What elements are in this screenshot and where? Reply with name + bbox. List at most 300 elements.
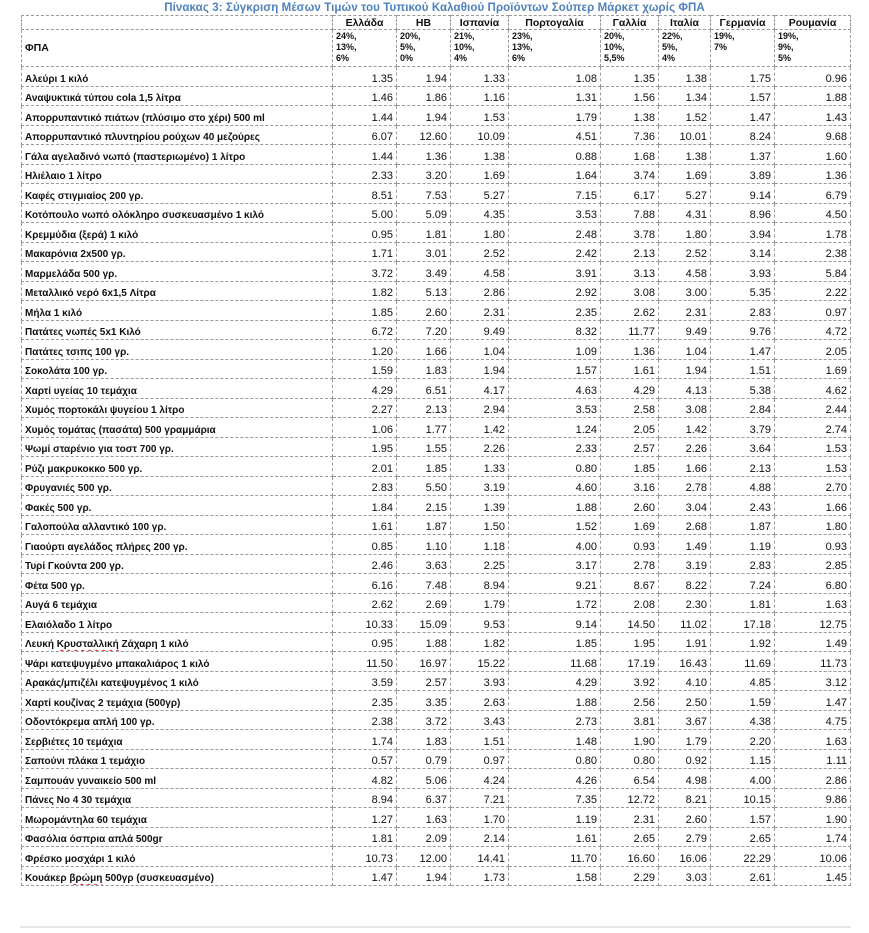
price-cell: 8.96	[711, 203, 775, 223]
product-name-cell: Οδοντόκρεμα απλή 100 γρ.	[22, 710, 333, 730]
table-row	[22, 652, 851, 672]
price-cell: 3.81	[601, 710, 659, 730]
table-row	[22, 145, 851, 165]
price-cell: 9.68	[775, 125, 851, 145]
price-cell: 4.00	[509, 535, 601, 555]
price-cell: 16.97	[397, 652, 451, 672]
price-cell: 2.84	[711, 398, 775, 418]
price-cell: 15.22	[451, 652, 509, 672]
price-cell: 16.60	[601, 847, 659, 867]
table-row	[22, 847, 851, 867]
table-row	[22, 223, 851, 243]
price-cell: 1.36	[775, 164, 851, 184]
price-cell: 3.72	[333, 262, 397, 282]
price-cell: 2.61	[711, 866, 775, 886]
price-cell: 1.88	[397, 632, 451, 652]
price-cell: 5.35	[711, 281, 775, 301]
table-row	[22, 808, 851, 828]
price-cell: 9.14	[509, 613, 601, 633]
product-name-cell: Σοκολάτα 100 γρ.	[22, 359, 333, 379]
price-cell: 14.41	[451, 847, 509, 867]
price-cell: 2.73	[509, 710, 601, 730]
price-cell: 4.24	[451, 769, 509, 789]
vat-rates-cell: 19%, 7%	[711, 30, 775, 67]
price-cell: 4.31	[659, 203, 711, 223]
price-cell: 0.57	[333, 749, 397, 769]
price-cell: 5.38	[711, 379, 775, 399]
price-cell: 2.48	[509, 223, 601, 243]
price-cell: 1.09	[509, 340, 601, 360]
header-corner-cell	[22, 16, 333, 30]
price-cell: 1.04	[659, 340, 711, 360]
price-cell: 7.48	[397, 574, 451, 594]
price-cell: 4.60	[509, 476, 601, 496]
price-cell: 1.61	[509, 827, 601, 847]
price-cell: 3.01	[397, 242, 451, 262]
price-cell: 1.43	[775, 106, 851, 126]
price-cell: 3.19	[659, 554, 711, 574]
price-cell: 2.78	[659, 476, 711, 496]
price-cell: 6.54	[601, 769, 659, 789]
price-cell: 2.42	[509, 242, 601, 262]
price-cell: 3.04	[659, 496, 711, 516]
table-row	[22, 418, 851, 438]
price-cell: 5.27	[659, 184, 711, 204]
price-cell: 1.66	[397, 340, 451, 360]
price-cell: 5.13	[397, 281, 451, 301]
price-cell: 0.88	[509, 145, 601, 165]
price-cell: 2.33	[333, 164, 397, 184]
vat-rates-cell: 20%, 5%, 0%	[397, 30, 451, 67]
price-cell: 2.38	[775, 242, 851, 262]
price-cell: 3.63	[397, 554, 451, 574]
vat-rates-cell: 22%, 5%, 4%	[659, 30, 711, 67]
price-cell: 11.50	[333, 652, 397, 672]
price-cell: 1.45	[775, 866, 851, 886]
price-cell: 10.73	[333, 847, 397, 867]
price-cell: 1.47	[775, 691, 851, 711]
price-cell: 3.16	[601, 476, 659, 496]
price-cell: 10.06	[775, 847, 851, 867]
price-cell: 1.79	[659, 730, 711, 750]
table-row	[22, 86, 851, 106]
price-cell: 4.72	[775, 320, 851, 340]
price-cell: 2.29	[601, 866, 659, 886]
table-row	[22, 691, 851, 711]
product-name-cell: Φασόλια όσπρια απλά 500gr	[22, 827, 333, 847]
price-cell: 1.33	[451, 67, 509, 87]
table-row	[22, 710, 851, 730]
price-cell: 1.59	[333, 359, 397, 379]
price-cell: 2.86	[775, 769, 851, 789]
price-cell: 3.53	[509, 203, 601, 223]
price-cell: 2.83	[711, 301, 775, 321]
table-row	[22, 476, 851, 496]
price-cell: 9.49	[659, 320, 711, 340]
vat-rates-cell: 21%, 10%, 4%	[451, 30, 509, 67]
price-cell: 2.65	[601, 827, 659, 847]
product-name-cell: Ψωμί σταρένιο για τοστ 700 γρ.	[22, 437, 333, 457]
product-name-cell: Αρακάς/μπιζέλι κατεψυγμένος 1 κιλό	[22, 671, 333, 691]
price-cell: 4.35	[451, 203, 509, 223]
price-cell: 7.15	[509, 184, 601, 204]
price-cell: 2.58	[601, 398, 659, 418]
price-cell: 1.95	[333, 437, 397, 457]
price-cell: 10.09	[451, 125, 509, 145]
price-cell: 1.66	[659, 457, 711, 477]
price-cell: 0.95	[333, 223, 397, 243]
price-cell: 1.87	[397, 515, 451, 535]
price-cell: 6.72	[333, 320, 397, 340]
price-cell: 8.21	[659, 788, 711, 808]
price-cell: 4.58	[659, 262, 711, 282]
price-cell: 1.81	[397, 223, 451, 243]
price-cell: 9.76	[711, 320, 775, 340]
table-row	[22, 67, 851, 87]
table-row	[22, 632, 851, 652]
table-row	[22, 574, 851, 594]
vat-rates-cell: 24%, 13%, 6%	[333, 30, 397, 67]
product-name-cell: Γαλοπούλα αλλαντικό 100 γρ.	[22, 515, 333, 535]
table-row	[22, 164, 851, 184]
table-row	[22, 671, 851, 691]
price-cell: 4.00	[711, 769, 775, 789]
price-cell: 1.44	[333, 106, 397, 126]
price-cell: 6.16	[333, 574, 397, 594]
price-cell: 2.92	[509, 281, 601, 301]
price-cell: 2.31	[659, 301, 711, 321]
price-cell: 0.97	[451, 749, 509, 769]
price-cell: 2.13	[601, 242, 659, 262]
price-cell: 10.15	[711, 788, 775, 808]
price-cell: 1.72	[509, 593, 601, 613]
product-name-cell: Τυρί Γκούντα 200 γρ.	[22, 554, 333, 574]
table-row	[22, 359, 851, 379]
price-cell: 2.26	[451, 437, 509, 457]
price-cell: 1.80	[451, 223, 509, 243]
price-cell: 1.16	[451, 86, 509, 106]
table-row	[22, 749, 851, 769]
price-cell: 1.84	[333, 496, 397, 516]
product-name-cell: Χυμός πορτοκάλι ψυγείου 1 λίτρο	[22, 398, 333, 418]
price-cell: 2.78	[601, 554, 659, 574]
price-cell: 2.14	[451, 827, 509, 847]
price-cell: 2.70	[775, 476, 851, 496]
price-cell: 1.88	[509, 496, 601, 516]
price-cell: 1.77	[397, 418, 451, 438]
price-cell: 0.97	[775, 301, 851, 321]
table-caption: Πίνακας 3: Σύγκριση Μέσων Τιμών του Τυπικού Καλαθιού Προϊόντων Σούπερ Μάρκετ χωρίς ΦΠΑ	[164, 2, 705, 14]
product-name-cell: Γιαούρτι αγελάδος πλήρες 200 γρ.	[22, 535, 333, 555]
product-name-cell: Απορρυπαντικό πλυντηρίου ρούχων 40 μεζούρες	[22, 125, 333, 145]
price-cell: 2.25	[451, 554, 509, 574]
price-cell: 1.66	[775, 496, 851, 516]
price-cell: 1.79	[509, 106, 601, 126]
price-cell: 1.85	[509, 632, 601, 652]
price-cell: 1.70	[451, 808, 509, 828]
price-cell: 10.33	[333, 613, 397, 633]
price-cell: 3.59	[333, 671, 397, 691]
price-cell: 3.19	[451, 476, 509, 496]
product-name-cell: Φρυγανιές 500 γρ.	[22, 476, 333, 496]
price-cell: 1.53	[775, 457, 851, 477]
price-cell: 1.91	[659, 632, 711, 652]
product-name-cell: Φρέσκο μοσχάρι 1 κιλό	[22, 847, 333, 867]
price-cell: 2.44	[775, 398, 851, 418]
product-name-cell: Χαρτί κουζίνας 2 τεμάχια (500γρ)	[22, 691, 333, 711]
price-cell: 2.13	[397, 398, 451, 418]
price-cell: 7.20	[397, 320, 451, 340]
price-cell: 2.05	[775, 340, 851, 360]
price-cell: 2.62	[601, 301, 659, 321]
table-row	[22, 457, 851, 477]
price-cell: 1.55	[397, 437, 451, 457]
price-cell: 2.86	[451, 281, 509, 301]
bottom-divider	[20, 926, 851, 928]
price-cell: 1.79	[451, 593, 509, 613]
price-cell: 3.93	[711, 262, 775, 282]
product-name-cell: Πατάτες τσιπς 100 γρ.	[22, 340, 333, 360]
price-cell: 3.13	[601, 262, 659, 282]
vat-rates-cell: 19%, 9%, 5%	[775, 30, 851, 67]
price-cell: 4.29	[333, 379, 397, 399]
price-cell: 1.49	[775, 632, 851, 652]
price-cell: 3.43	[451, 710, 509, 730]
price-cell: 1.10	[397, 535, 451, 555]
price-cell: 0.80	[509, 749, 601, 769]
price-cell: 1.94	[397, 106, 451, 126]
price-cell: 0.92	[659, 749, 711, 769]
price-cell: 5.00	[333, 203, 397, 223]
price-cell: 6.17	[601, 184, 659, 204]
price-cell: 4.63	[509, 379, 601, 399]
price-cell: 3.08	[659, 398, 711, 418]
product-name-cell: Ψάρι κατεψυγμένο μπακαλιάρος 1 κιλό	[22, 652, 333, 672]
price-cell: 1.74	[333, 730, 397, 750]
price-cell: 7.36	[601, 125, 659, 145]
product-name-cell: Μωρομάντηλα 60 τεμάχια	[22, 808, 333, 828]
price-cell: 2.08	[601, 593, 659, 613]
price-cell: 1.37	[711, 145, 775, 165]
price-cell: 1.15	[711, 749, 775, 769]
price-cell: 2.63	[451, 691, 509, 711]
price-cell: 4.29	[509, 671, 601, 691]
price-cell: 3.89	[711, 164, 775, 184]
price-cell: 1.47	[711, 340, 775, 360]
product-name-cell: Ηλιέλαιο 1 λίτρο	[22, 164, 333, 184]
price-cell: 1.94	[451, 359, 509, 379]
vat-rates-cell: 20%, 10%, 5,5%	[601, 30, 659, 67]
price-cell: 2.65	[711, 827, 775, 847]
price-cell: 1.94	[397, 866, 451, 886]
price-cell: 1.56	[601, 86, 659, 106]
price-cell: 11.73	[775, 652, 851, 672]
price-cell: 1.68	[601, 145, 659, 165]
price-cell: 1.36	[397, 145, 451, 165]
price-cell: 2.05	[601, 418, 659, 438]
product-name-cell: Κοτόπουλο νωπό ολόκληρο συσκευασμένο 1 κιλό	[22, 203, 333, 223]
price-cell: 0.96	[775, 67, 851, 87]
price-cell: 3.17	[509, 554, 601, 574]
price-cell: 1.47	[711, 106, 775, 126]
price-cell: 1.57	[711, 808, 775, 828]
price-cell: 4.98	[659, 769, 711, 789]
table-row	[22, 262, 851, 282]
price-cell: 3.74	[601, 164, 659, 184]
price-cell: 2.52	[451, 242, 509, 262]
price-cell: 1.51	[711, 359, 775, 379]
price-cell: 2.60	[601, 496, 659, 516]
product-name-cell: Καφές στιγμιαίος 200 γρ.	[22, 184, 333, 204]
table-row	[22, 301, 851, 321]
price-cell: 4.26	[509, 769, 601, 789]
price-cell: 9.21	[509, 574, 601, 594]
price-cell: 3.67	[659, 710, 711, 730]
price-cell: 6.07	[333, 125, 397, 145]
price-cell: 1.92	[711, 632, 775, 652]
product-name-cell: Μήλα 1 κιλό	[22, 301, 333, 321]
price-cell: 5.27	[451, 184, 509, 204]
price-cell: 4.82	[333, 769, 397, 789]
price-cell: 8.94	[333, 788, 397, 808]
price-cell: 1.80	[775, 515, 851, 535]
price-cell: 1.38	[601, 106, 659, 126]
price-cell: 6.37	[397, 788, 451, 808]
price-cell: 1.57	[509, 359, 601, 379]
product-name-cell: Ρύζι μακρυκοκκο 500 γρ.	[22, 457, 333, 477]
price-cell: 15.09	[397, 613, 451, 633]
price-cell: 3.72	[397, 710, 451, 730]
product-name-cell: Φακές 500 γρ.	[22, 496, 333, 516]
product-name-cell: Κρεμμύδια (ξερά) 1 κιλό	[22, 223, 333, 243]
price-cell: 1.18	[451, 535, 509, 555]
price-cell: 2.33	[509, 437, 601, 457]
table-row	[22, 437, 851, 457]
price-cell: 10.01	[659, 125, 711, 145]
table-row	[22, 554, 851, 574]
price-cell: 1.85	[601, 457, 659, 477]
price-cell: 1.71	[333, 242, 397, 262]
product-name-cell: Αλεύρι 1 κιλό	[22, 67, 333, 87]
price-cell: 2.13	[711, 457, 775, 477]
price-cell: 1.53	[451, 106, 509, 126]
price-cell: 2.83	[711, 554, 775, 574]
price-cell: 3.91	[509, 262, 601, 282]
product-name-cell: Αναψυκτικά τύπου cola 1,5 λίτρα	[22, 86, 333, 106]
country-header: Ιταλία	[659, 16, 711, 30]
table-row	[22, 340, 851, 360]
price-cell: 2.52	[659, 242, 711, 262]
price-cell: 2.38	[333, 710, 397, 730]
price-cell: 1.78	[775, 223, 851, 243]
price-cell: 0.79	[397, 749, 451, 769]
price-cell: 4.50	[775, 203, 851, 223]
price-cell: 9.53	[451, 613, 509, 633]
price-cell: 1.33	[451, 457, 509, 477]
country-header: Ρουμανία	[775, 16, 851, 30]
table-row	[22, 788, 851, 808]
product-name-cell: Αυγά 6 τεμάχια	[22, 593, 333, 613]
price-cell: 2.57	[601, 437, 659, 457]
price-cell: 1.19	[509, 808, 601, 828]
product-rows	[22, 67, 851, 886]
price-cell: 4.62	[775, 379, 851, 399]
price-cell: 1.69	[601, 515, 659, 535]
table-row	[22, 535, 851, 555]
price-cell: 1.60	[775, 145, 851, 165]
price-cell: 1.69	[659, 164, 711, 184]
price-cell: 1.42	[451, 418, 509, 438]
price-cell: 8.67	[601, 574, 659, 594]
price-cell: 2.60	[659, 808, 711, 828]
price-cell: 4.13	[659, 379, 711, 399]
price-cell: 2.74	[775, 418, 851, 438]
price-cell: 1.61	[333, 515, 397, 535]
price-cell: 1.51	[451, 730, 509, 750]
table-row	[22, 593, 851, 613]
price-cell: 1.36	[601, 340, 659, 360]
price-cell: 1.95	[601, 632, 659, 652]
price-comparison-table	[21, 15, 851, 886]
price-cell: 1.08	[509, 67, 601, 87]
price-cell: 2.56	[601, 691, 659, 711]
table-row	[22, 281, 851, 301]
price-cell: 3.53	[509, 398, 601, 418]
price-cell: 0.80	[509, 457, 601, 477]
price-cell: 1.42	[659, 418, 711, 438]
price-cell: 2.46	[333, 554, 397, 574]
price-cell: 8.32	[509, 320, 601, 340]
price-cell: 1.90	[601, 730, 659, 750]
country-header: ΗΒ	[397, 16, 451, 30]
price-cell: 2.22	[775, 281, 851, 301]
price-cell: 1.90	[775, 808, 851, 828]
price-cell: 2.26	[659, 437, 711, 457]
price-cell: 1.80	[659, 223, 711, 243]
price-cell: 1.85	[333, 301, 397, 321]
price-cell: 1.52	[509, 515, 601, 535]
product-name-cell: Γάλα αγελαδινό νωπό (παστεριωμένο) 1 λίτρο	[22, 145, 333, 165]
product-name-cell: Λευκή Κρυσταλλική Ζάχαρη 1 κιλό	[22, 632, 333, 652]
header-row	[22, 16, 851, 30]
price-cell: 7.35	[509, 788, 601, 808]
price-cell: 12.72	[601, 788, 659, 808]
price-cell: 1.83	[397, 730, 451, 750]
price-cell: 9.49	[451, 320, 509, 340]
price-cell: 8.94	[451, 574, 509, 594]
price-cell: 2.27	[333, 398, 397, 418]
price-cell: 1.38	[659, 67, 711, 87]
product-name-cell: Μακαρόνια 2x500 γρ.	[22, 242, 333, 262]
price-cell: 1.85	[397, 457, 451, 477]
price-cell: 4.58	[451, 262, 509, 282]
price-cell: 2.35	[333, 691, 397, 711]
price-cell: 1.34	[659, 86, 711, 106]
price-cell: 22.29	[711, 847, 775, 867]
price-cell: 17.19	[601, 652, 659, 672]
price-cell: 11.69	[711, 652, 775, 672]
price-cell: 1.75	[711, 67, 775, 87]
price-cell: 12.00	[397, 847, 451, 867]
price-cell: 2.83	[333, 476, 397, 496]
country-header: Γαλλία	[601, 16, 659, 30]
price-cell: 1.63	[775, 593, 851, 613]
price-cell: 1.38	[659, 145, 711, 165]
country-header: Ελλάδα	[333, 16, 397, 30]
price-cell: 6.79	[775, 184, 851, 204]
price-cell: 11.77	[601, 320, 659, 340]
table-row	[22, 827, 851, 847]
